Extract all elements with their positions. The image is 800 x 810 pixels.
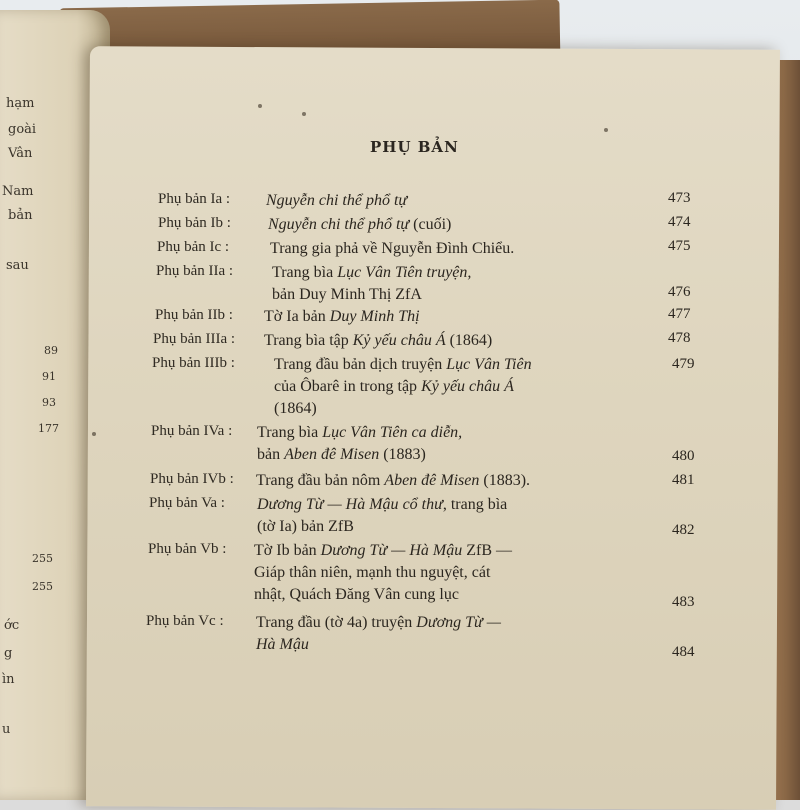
left-page-fragment: u [2, 722, 11, 737]
italic-title-text: Kỷ yếu châu Á [352, 332, 446, 349]
left-page-fragment: Vân [8, 146, 33, 161]
page-number: 473 [668, 190, 691, 206]
description-text: Trang bìa [257, 424, 323, 441]
left-page-number: 89 [44, 344, 58, 357]
left-page-number: 255 [32, 552, 53, 565]
page-number: 474 [668, 214, 691, 230]
plate-label: Phụ bản Va : [149, 495, 225, 511]
italic-title-text: Hà Mậu [256, 636, 309, 653]
plate-description-line [254, 562, 512, 584]
plate-label: Phụ bản IIIb : [152, 355, 235, 371]
plate-description [256, 612, 501, 656]
plate-description [274, 354, 532, 420]
plate-label: Phụ bản Vb : [148, 541, 227, 557]
description-text: nhật, Quách Đăng Vân cung lục [254, 586, 459, 603]
left-page-number: 91 [42, 370, 56, 383]
left-page-number: 93 [42, 396, 56, 409]
italic-title-text: Aben đê Misen [384, 472, 480, 489]
italic-title-text: cổ thư [398, 496, 443, 513]
plate-description [257, 422, 462, 466]
page-number: 475 [668, 238, 691, 254]
plate-description-line [257, 444, 462, 466]
description-text: (1883). [479, 472, 531, 489]
italic-title-text: Kỷ yếu châu Á [421, 378, 514, 395]
description-text: Tờ Ib bản [254, 542, 321, 559]
description-text: Trang đầu bản dịch truyện [274, 356, 447, 373]
italic-title-text: Dương Từ — Hà Mậu [257, 496, 399, 513]
paper-speck [92, 432, 96, 436]
plate-description-line [274, 398, 532, 420]
plate-label: Phụ bản IIb : [155, 307, 233, 323]
description-text: Tờ Ia bản [264, 308, 330, 325]
paper-speck [604, 128, 608, 132]
description-text: , trang bìa [442, 496, 508, 513]
left-page-number: 255 [32, 580, 53, 593]
italic-title-text: Nguyễn chi thể phổ tự [266, 192, 408, 209]
description-text: Trang gia phả về Nguyễn Đình Chiểu. [270, 240, 515, 257]
plate-description-line [257, 422, 462, 444]
italic-title-text: Lục Vân Tiên [446, 356, 532, 373]
page-number: 484 [672, 644, 695, 660]
plate-description [257, 494, 507, 538]
italic-title-text: Duy Minh Thị [329, 308, 420, 325]
plate-description [264, 306, 420, 328]
plate-description-line [256, 612, 501, 634]
plate-description-line [264, 306, 420, 328]
plate-description-line [266, 190, 407, 212]
plate-description-line [274, 354, 532, 376]
plate-description-line [256, 634, 501, 656]
plate-label: Phụ bản IVb : [150, 471, 234, 487]
plate-description [256, 470, 530, 492]
left-page-fragment: ớc [4, 618, 20, 633]
page-number: 478 [668, 330, 691, 346]
left-page-fragment: goài [8, 122, 37, 137]
page-number: 481 [672, 472, 695, 488]
plate-label: Phụ bản Ib : [158, 215, 231, 231]
plate-description [254, 540, 512, 606]
left-page-fragment: bản [8, 208, 33, 223]
description-text: Trang bìa [272, 264, 338, 281]
left-page-fragment: hạm [6, 96, 35, 111]
plate-description [268, 214, 451, 236]
paper-speck [302, 112, 306, 116]
paper-speck [258, 104, 262, 108]
italic-title-text: Dương Từ — [416, 614, 501, 631]
left-page-fragment: sau [6, 258, 29, 273]
left-page-fragment: g [4, 646, 13, 661]
plate-label: Phụ bản Vc : [146, 613, 224, 629]
description-text: ZfB — [462, 542, 513, 559]
section-heading: PHỤ BẢN [370, 138, 459, 156]
description-text: Trang bìa tập [264, 332, 353, 349]
description-text: Trang đầu (tờ 4a) truyện [256, 614, 417, 631]
plate-description-line [272, 284, 471, 306]
page-number: 476 [668, 284, 691, 300]
left-page-fragment: ìn [2, 672, 15, 687]
plate-label: Phụ bản IIa : [156, 263, 234, 279]
description-text: Trang đầu bản nôm [256, 472, 385, 489]
left-page-number: 177 [38, 422, 59, 435]
page-number: 483 [672, 594, 695, 610]
plate-label: Phụ bản Ia : [158, 191, 231, 207]
plate-label: Phụ bản IVa : [151, 423, 233, 439]
description-text: (cuối) [409, 216, 452, 233]
plate-label: Phụ bản IIIa : [153, 331, 236, 347]
plate-description-line [272, 262, 471, 284]
description-text: (1864) [274, 400, 317, 417]
italic-title-text: Nguyễn chi thể phổ tự [268, 216, 410, 233]
description-text: bản [257, 446, 285, 463]
italic-title-text: Lục Vân Tiên ca diễn, [322, 424, 463, 441]
plate-description-line [256, 470, 530, 492]
plate-description-line [270, 238, 514, 260]
page-number: 479 [672, 356, 695, 372]
left-page-fragment: Nam [2, 184, 34, 199]
plate-description-line [268, 214, 451, 236]
italic-title-text: Aben đê Misen [284, 446, 380, 463]
plate-description-line [254, 540, 512, 562]
description-text: (tờ Ia) bản ZfB [257, 518, 354, 535]
page-number: 477 [668, 306, 691, 322]
description-text: bản Duy Minh Thị ZfA [272, 286, 422, 303]
italic-title-text: Lục Vân Tiên truyện, [337, 264, 472, 281]
plate-description [270, 238, 514, 260]
plate-description-line [257, 494, 507, 516]
italic-title-text: Dương Từ — Hà Mậu [320, 542, 463, 559]
plate-description [272, 262, 471, 306]
description-text: của Ôbarê in trong tập [274, 378, 422, 395]
plate-description-line [257, 516, 507, 538]
page-number: 482 [672, 522, 695, 538]
description-text: (1864) [445, 332, 493, 349]
plate-label: Phụ bản Ic : [157, 239, 230, 255]
plate-description-line [254, 584, 512, 606]
plate-description [264, 330, 492, 352]
description-text: (1883) [379, 446, 426, 463]
page-number: 480 [672, 448, 695, 464]
plate-description [266, 190, 407, 212]
plate-description-line [264, 330, 492, 352]
plate-description-line [274, 376, 532, 398]
description-text: Giáp thân niên, mạnh thu nguyệt, cát [254, 564, 491, 581]
